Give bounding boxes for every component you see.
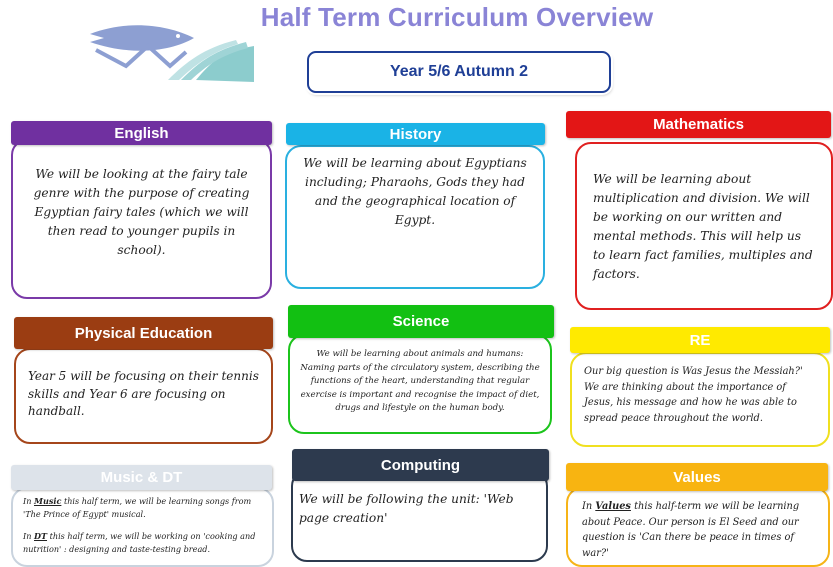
physical-education-card [14, 348, 273, 444]
music-dt-heading: Music & DT [11, 465, 272, 490]
science-heading: Science [288, 305, 554, 338]
history-heading: History [286, 123, 545, 145]
music-text: In Music this half term, we will be learning songs from 'The Prince of Egypt' musical. [23, 496, 252, 519]
page-title: Half Term Curriculum Overview [260, 2, 654, 32]
mathematics-text: We will be learning about multiplication and division. We will be working on our written and mental methods. This will help us to learn fact families, multiples and factors. [593, 172, 813, 281]
english-card [11, 139, 272, 299]
history-card [285, 145, 545, 289]
values-text: In Values this half-term we will be learning about Peace. Our person is El Seed and our question is 'Can there be peace in times of war?' [582, 501, 800, 559]
re-text: Our big question is Was Jesus the Messiah?' We are thinking about the importance of Jesus, his message and how he was able to spread peace throughout the world. [584, 366, 803, 424]
year-term-box [307, 51, 611, 93]
values-heading: Values [566, 463, 828, 491]
history-text: We will be learning about Egyptians including; Pharaohs, Gods they had and the geographical location of Egypt. [303, 156, 527, 227]
physical-education-heading: Physical Education [14, 317, 273, 349]
computing-heading: Computing [292, 449, 549, 481]
music-keyword: Music [33, 496, 62, 506]
computing-text: We will be following the unit: 'Web page creation' [299, 492, 514, 525]
dt-keyword: DT [33, 531, 48, 541]
english-text: We will be looking at the fairy tale genre with the purpose of creating Egyptian fairy tales (which we will then read to younger pupils in school). [33, 167, 250, 257]
computing-card [291, 470, 548, 562]
re-heading: RE [570, 327, 830, 353]
science-card [288, 334, 552, 434]
year-term-label: Year 5/6 Autumn 2 [389, 63, 529, 80]
english-heading: English [11, 121, 272, 145]
mathematics-card [575, 142, 833, 310]
dt-text: In DT this half term, we will be working on 'cooking and nutrition' : designing and taste-testing bread. [23, 531, 256, 554]
physical-education-text: Year 5 will be focusing on their tennis skills and Year 6 are focusing on handball. [28, 369, 259, 418]
music-dt-card [11, 487, 274, 567]
values-keyword: Values [595, 501, 631, 512]
science-text: We will be learning about animals and humans: Naming parts of the circulatory system, describing the functions of the heart, understanding that regular exercise is important and recognise the impact of diet, drugs and lifestyle on the human body. [300, 349, 540, 413]
fish-wave-logo [86, 22, 254, 82]
values-card [566, 487, 830, 567]
re-card [570, 352, 830, 447]
mathematics-heading: Mathematics [566, 111, 831, 138]
